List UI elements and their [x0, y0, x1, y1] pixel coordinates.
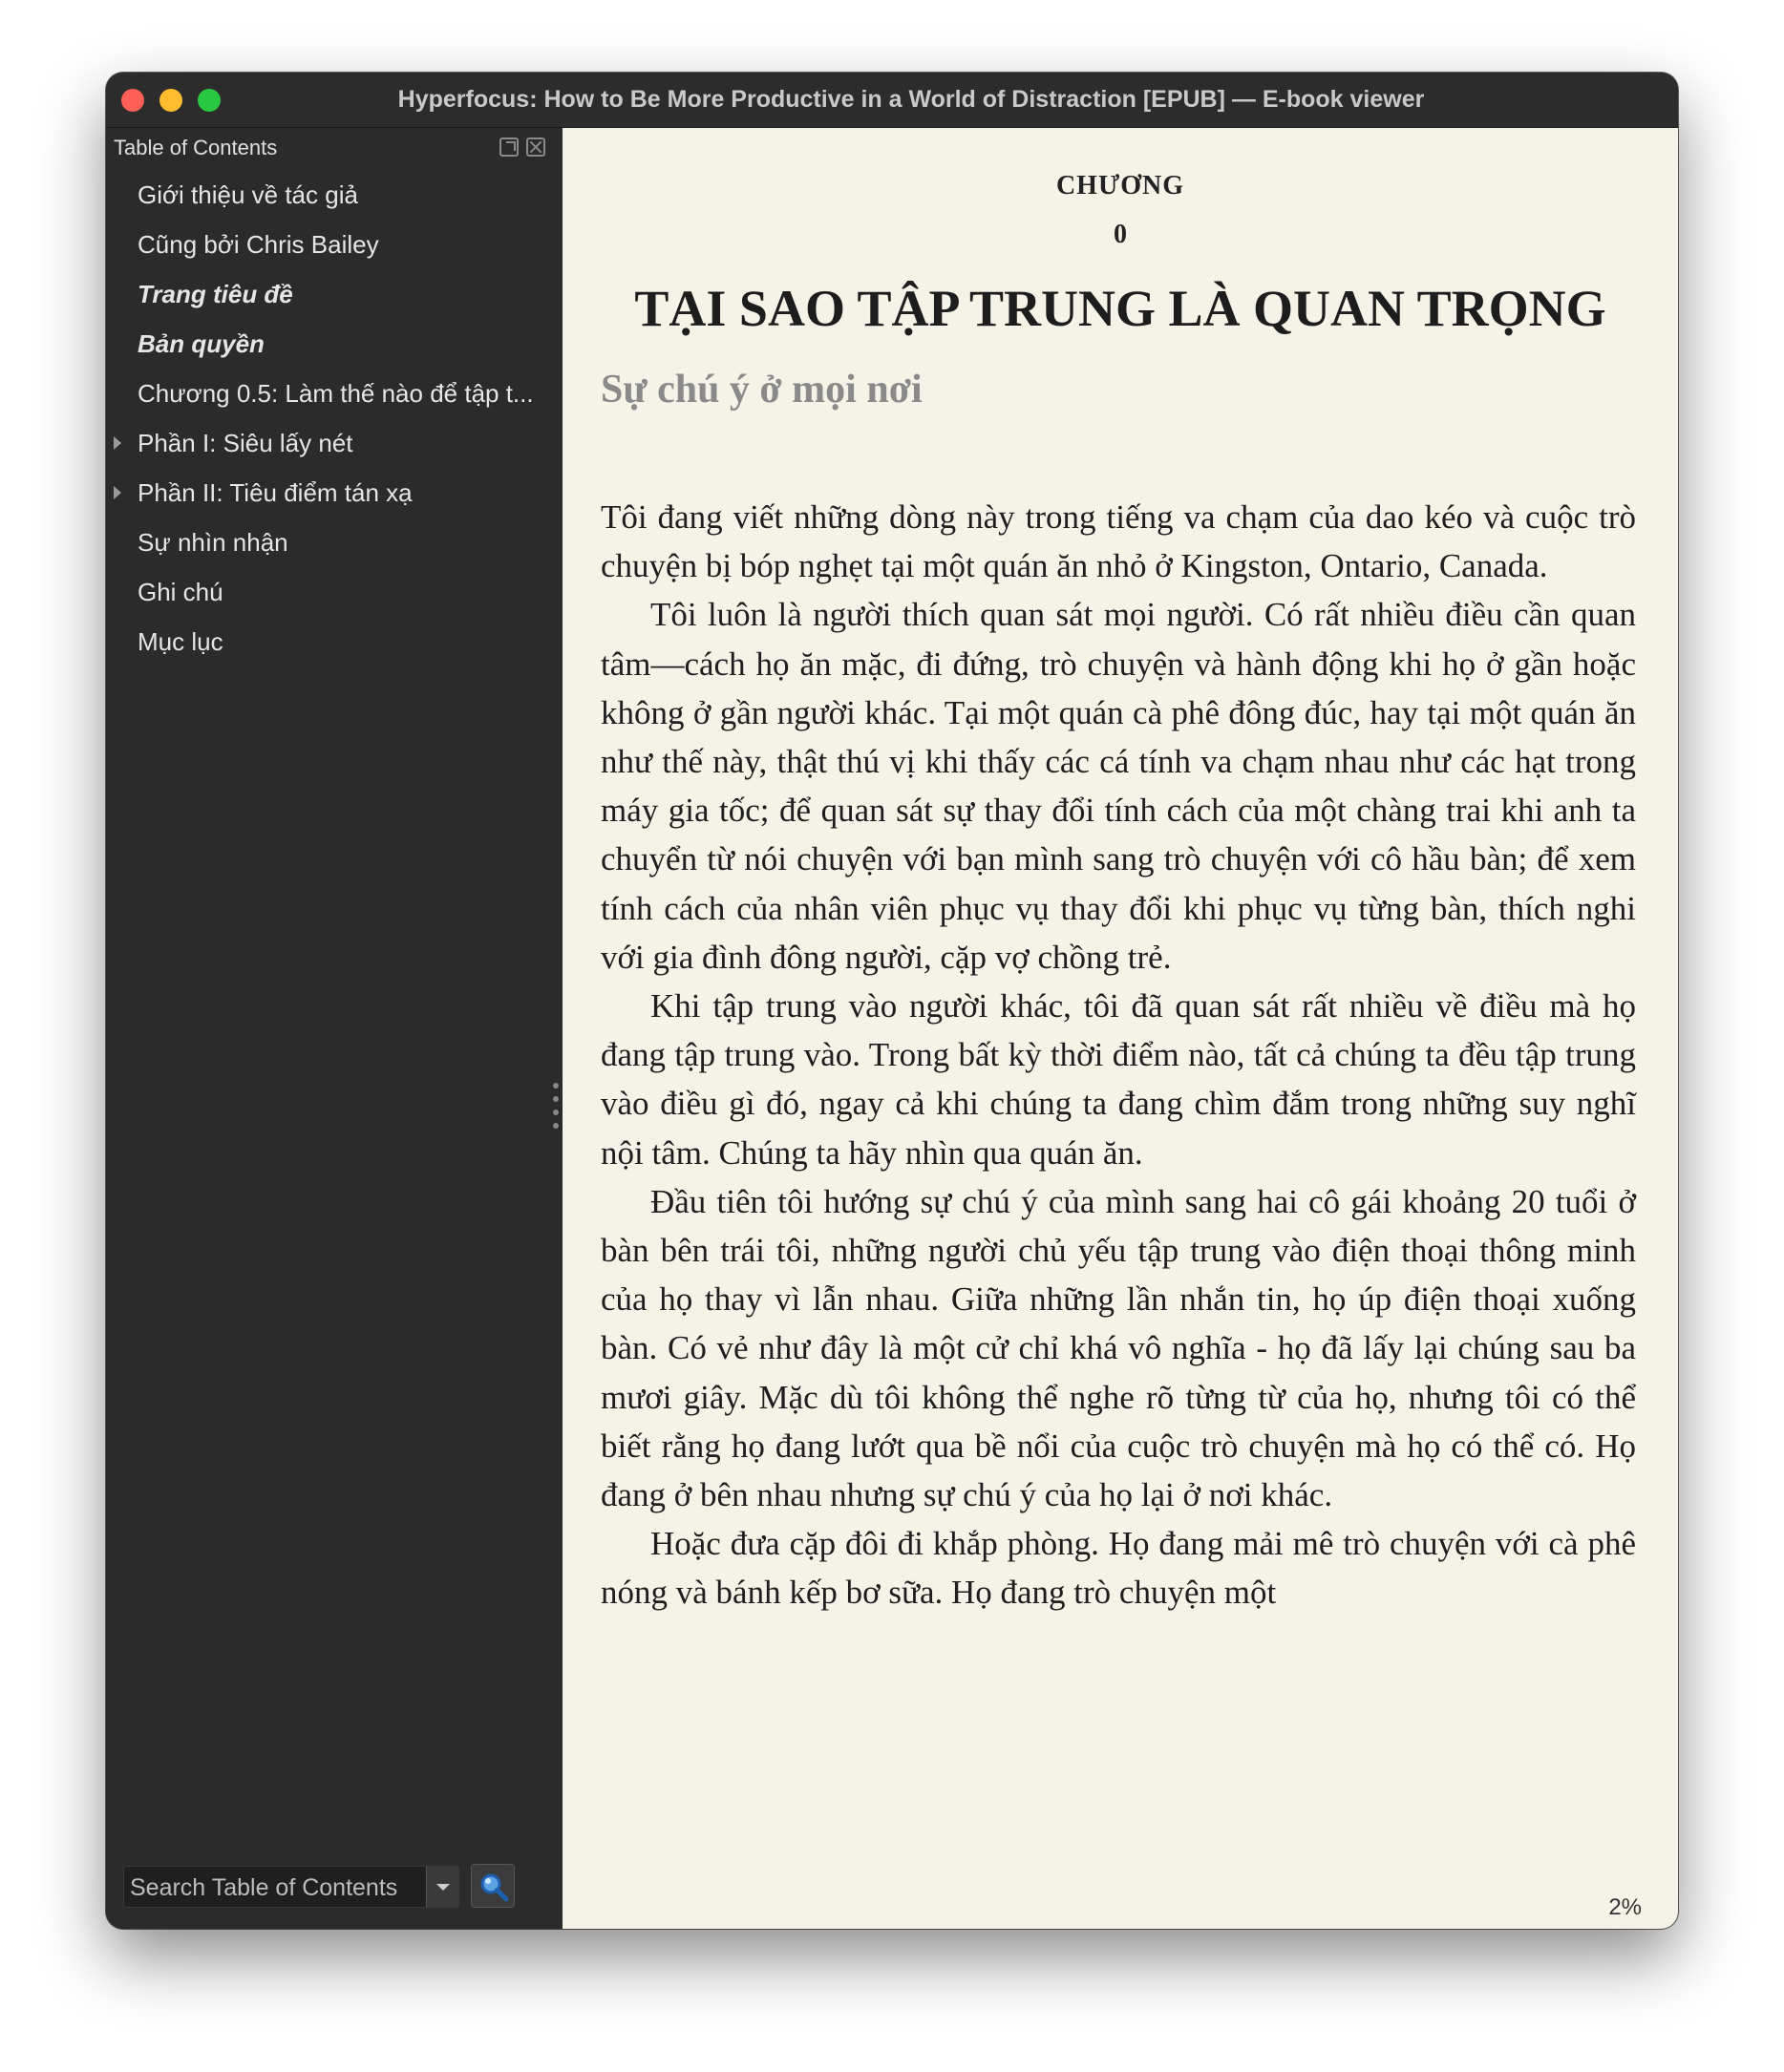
toc-item-part-2[interactable]: [106, 468, 554, 518]
toc-item-label: Mục lục: [138, 627, 223, 656]
toc-item-label: Ghi chú: [138, 578, 223, 606]
toc-list: [106, 170, 563, 666]
toc-item-chapter-0-5[interactable]: [106, 369, 554, 418]
toc-item-index[interactable]: [106, 617, 554, 666]
paragraph: Đầu tiên tôi hướng sự chú ý của mình sang hai cô gái khoảng 20 tuổi ở bàn bên trái tôi, những người chủ yếu tập trung vào điện thoại thông minh của họ thay vì lẫn nhau. Giữa những lần nhắn tin, họ úp điện thoại xuống bàn. Có vẻ như đây là một cử chỉ khá vô nghĩa - họ đã lấy lại chúng sau ba mươi giây. Mặc dù tôi không thể nghe rõ từng từ của họ, nhưng tôi có thể biết rằng họ đang lướt qua bề nổi của cuộc trò chuyện mà họ có thể có. Họ đang ở bên nhau nhưng sự chú ý của họ lại ở nơi khác.: [601, 1182, 1636, 1514]
toc-header: Table of Contents: [114, 136, 278, 159]
toc-item-part-1[interactable]: [106, 418, 554, 468]
paragraph: Tôi luôn là người thích quan sát mọi người. Có rất nhiều điều cần quan tâm—cách họ ăn mặc, đi đứng, trò chuyện và hành động khi họ ở gần hoặc không ở gần người khác. Tại một quán cà phê đông đúc, hay tại một quán ăn như thế này, thật thú vị khi thấy các cá tính va chạm nhau như các hạt trong máy gia tốc; để quan sát sự thay đổi tính cách của một chàng trai khi anh ta chuyển từ nói chuyện với bạn mình sang trò chuyện với cô hầu bàn; để xem tính cách của nhân viên phục vụ thay đổi khi phục vụ từng bàn, thích nghi với gia đình đông người, cặp vợ chồng trẻ.: [601, 596, 1636, 976]
expand-arrow-icon[interactable]: [114, 436, 121, 450]
paragraph: Tôi đang viết những dòng này trong tiếng va chạm của dao kéo và cuộc trò chuyện bị bóp nghẹt tại một quán ăn nhỏ ở Kingston, Ontario, Canada.: [601, 498, 1636, 585]
float-panel-icon[interactable]: [499, 137, 519, 157]
toc-sidebar: [106, 128, 563, 1929]
toc-item-label: Sự nhìn nhận: [138, 528, 288, 557]
reading-progress: 2%: [1608, 1894, 1642, 1920]
toc-item-label: Chương 0.5: Làm thế nào để tập t...: [138, 379, 534, 408]
paragraph: Khi tập trung vào người khác, tôi đã quan sát rất nhiều về điều mà họ đang tập trung vào. Trong bất kỳ thời điểm nào, tất cả chúng ta đều tập trung vào điều gì đó, ngay cả khi chúng ta đang chìm đắm trong những suy nghĩ nội tâm. Chúng ta hãy nhìn qua quán ăn.: [601, 987, 1636, 1172]
splitter-handle[interactable]: [553, 1083, 559, 1136]
book-content-area[interactable]: [563, 128, 1678, 1929]
toc-search-input[interactable]: [124, 1867, 428, 1909]
toc-item-title-page[interactable]: [106, 269, 554, 319]
chapter-label: CHƯƠNG: [1055, 171, 1185, 201]
toc-item-label: Cũng bởi Chris Bailey: [138, 230, 379, 259]
toc-search-box: [123, 1866, 459, 1908]
chapter-number: 0: [1114, 220, 1127, 249]
title-bar[interactable]: [106, 73, 1678, 128]
toc-item-label: Phần II: Tiêu điểm tán xạ: [138, 478, 413, 507]
toc-item-label: Giới thiệu về tác giả: [138, 180, 358, 209]
toc-item-acknowledgments[interactable]: [106, 518, 554, 567]
toc-item-label: Trang tiêu đề: [138, 280, 293, 308]
toc-item-label: Phần I: Siêu lấy nét: [138, 429, 353, 457]
toc-item-copyright[interactable]: [106, 319, 554, 369]
paragraph: Hoặc đưa cặp đôi đi khắp phòng. Họ đang mải mê trò chuyện với cà phê nóng và bánh kếp bơ sữa. Họ đang trò chuyện một: [601, 1525, 1636, 1612]
search-button[interactable]: [471, 1864, 515, 1908]
body-text: [601, 493, 1636, 1617]
toc-item-about-author[interactable]: [106, 170, 554, 220]
chapter-title: TẠI SAO TẬP TRUNG LÀ QUAN TRỌNG: [634, 280, 1606, 337]
search-history-dropdown[interactable]: [426, 1867, 459, 1907]
search-icon: [478, 1871, 510, 1903]
close-panel-icon[interactable]: [526, 137, 545, 157]
toc-item-notes[interactable]: [106, 567, 554, 617]
toc-item-label: Bản quyền: [138, 329, 265, 358]
section-subtitle: Sự chú ý ở mọi nơi: [601, 368, 923, 412]
ebook-viewer-window: [106, 73, 1678, 1929]
toc-item-also-by[interactable]: [106, 220, 554, 269]
window-title: Hyperfocus: How to Be More Productive in a World of Distraction [EPUB] — E-book viewer: [397, 86, 1425, 113]
expand-arrow-icon[interactable]: [114, 486, 121, 499]
